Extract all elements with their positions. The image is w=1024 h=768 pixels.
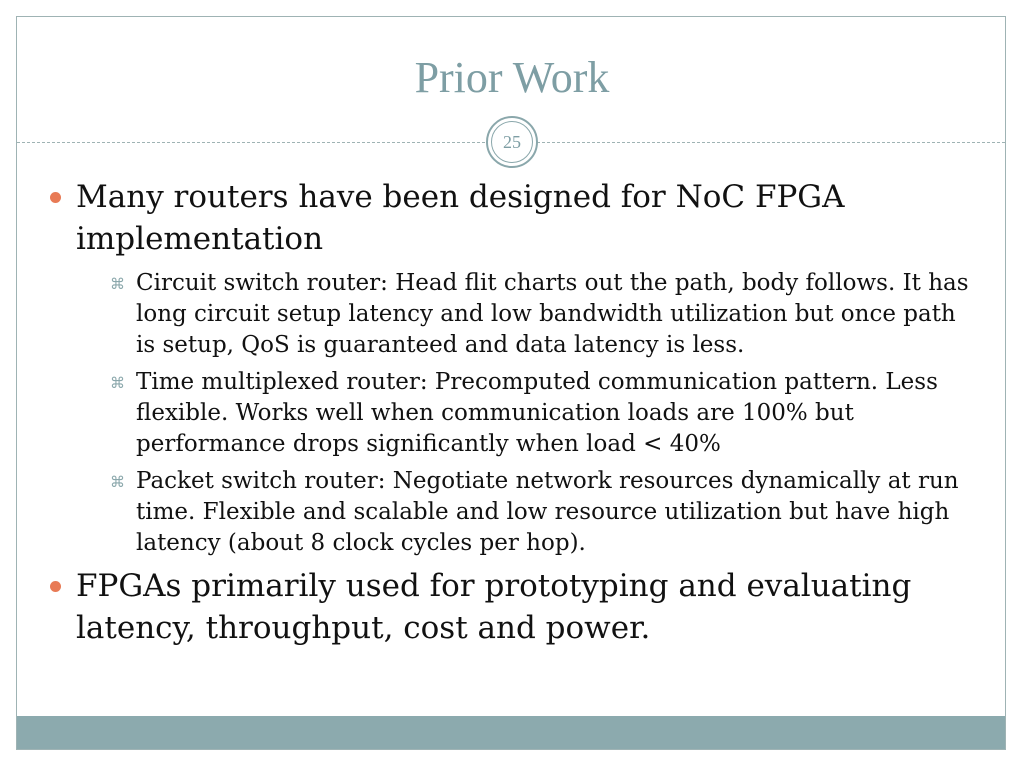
x-cross-icon: ⌘ <box>110 374 125 392</box>
x-cross-icon: ⌘ <box>110 275 125 293</box>
sub-bullet-item <box>110 466 980 559</box>
sub-bullet-text: Time multiplexed router: Precomputed communication pattern. Less flexible. Works well when communication loads are 100% but performance drops significantly when load < 40% <box>136 369 938 457</box>
footer-bar <box>17 716 1005 749</box>
orange-dot-icon <box>50 581 61 592</box>
page-number: 25 <box>491 121 533 163</box>
sub-bullet-item <box>110 367 980 460</box>
sub-bullet-text: Circuit switch router: Head flit charts out the path, body follows. It has long circuit setup latency and low bandwidth utilization but once path is setup, QoS is guaranteed and data latency is less. <box>136 270 969 358</box>
page-number-badge <box>486 116 538 168</box>
sub-bullet-list <box>110 268 980 559</box>
x-cross-icon: ⌘ <box>110 473 125 491</box>
orange-dot-icon <box>50 192 61 203</box>
bullet-text: Many routers have been designed for NoC FPGA implementation <box>76 179 845 257</box>
sub-bullet-text: Packet switch router: Negotiate network resources dynamically at run time. Flexible and scalable and low resource utilization but have high latency (about 8 clock cycles per hop). <box>136 468 959 556</box>
slide-title: Prior Work <box>414 53 610 102</box>
bullet-text: FPGAs primarily used for prototyping and evaluating latency, throughput, cost and power. <box>76 568 912 646</box>
slide-content <box>50 176 980 657</box>
bullet-item <box>50 565 980 649</box>
bullet-item <box>50 176 980 260</box>
sub-bullet-item <box>110 268 980 361</box>
